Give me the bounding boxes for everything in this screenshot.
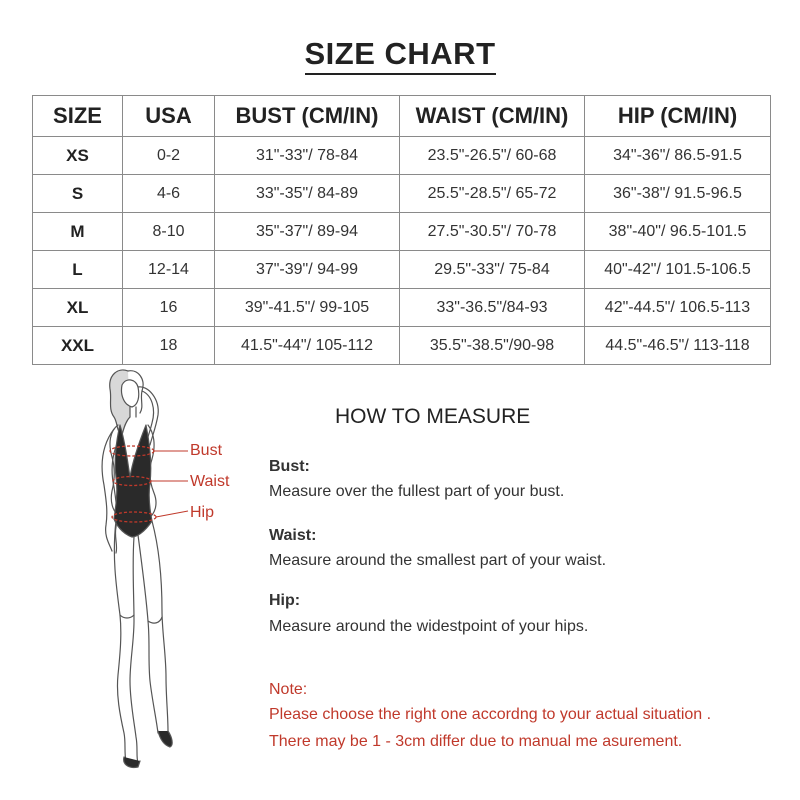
cell-size: M xyxy=(33,213,123,251)
table-row xyxy=(33,213,771,251)
label-hip: Hip xyxy=(190,504,215,521)
cell-size: XS xyxy=(33,137,123,175)
cell-hip: 36"-38"/ 91.5-96.5 xyxy=(585,175,771,213)
bust-instruction: Measure over the fullest part of your bust. xyxy=(269,483,565,500)
size-chart-title xyxy=(0,36,800,72)
header-waist: WAIST (CM/IN) xyxy=(400,96,585,137)
title-text: SIZE CHART xyxy=(305,36,496,75)
table-row xyxy=(33,175,771,213)
header-hip: HIP (CM/IN) xyxy=(585,96,771,137)
cell-hip: 34"-36"/ 86.5-91.5 xyxy=(585,137,771,175)
header-bust: BUST (CM/IN) xyxy=(215,96,400,137)
cell-waist: 27.5"-30.5"/ 70-78 xyxy=(400,213,585,251)
cell-bust: 39"-41.5"/ 99-105 xyxy=(215,289,400,327)
cell-usa: 4-6 xyxy=(123,175,215,213)
cell-size: S xyxy=(33,175,123,213)
table-row xyxy=(33,327,771,365)
label-waist: Waist xyxy=(190,473,230,490)
cell-hip: 44.5"-46.5"/ 113-118 xyxy=(585,327,771,365)
note-line: There may be 1 - 3cm differ due to manual me asurement. xyxy=(269,733,683,750)
cell-bust: 33"-35"/ 84-89 xyxy=(215,175,400,213)
cell-waist: 23.5"-26.5"/ 60-68 xyxy=(400,137,585,175)
cell-size: L xyxy=(33,251,123,289)
cell-bust: 37"-39"/ 94-99 xyxy=(215,251,400,289)
cell-waist: 25.5"-28.5"/ 65-72 xyxy=(400,175,585,213)
hip-instruction: Measure around the widestpoint of your hips. xyxy=(269,618,589,635)
table-row xyxy=(33,251,771,289)
bust-heading: Bust: xyxy=(269,458,310,475)
note-heading: Note: xyxy=(269,681,308,698)
cell-hip: 38"-40"/ 96.5-101.5 xyxy=(585,213,771,251)
cell-usa: 8-10 xyxy=(123,213,215,251)
cell-waist: 35.5"-38.5"/90-98 xyxy=(400,327,585,365)
table-header-row xyxy=(33,96,771,137)
size-table xyxy=(32,95,771,365)
cell-bust: 31"-33"/ 78-84 xyxy=(215,137,400,175)
hip-heading: Hip: xyxy=(269,592,301,609)
label-bust: Bust xyxy=(190,442,223,459)
cell-usa: 16 xyxy=(123,289,215,327)
cell-waist: 29.5"-33"/ 75-84 xyxy=(400,251,585,289)
body-figure-illustration xyxy=(90,365,260,770)
header-usa: USA xyxy=(123,96,215,137)
cell-hip: 40"-42"/ 101.5-106.5 xyxy=(585,251,771,289)
cell-bust: 35"-37"/ 89-94 xyxy=(215,213,400,251)
table-row xyxy=(33,137,771,175)
cell-usa: 0-2 xyxy=(123,137,215,175)
cell-size: XXL xyxy=(33,327,123,365)
cell-usa: 18 xyxy=(123,327,215,365)
cell-bust: 41.5"-44"/ 105-112 xyxy=(215,327,400,365)
waist-heading: Waist: xyxy=(269,527,317,544)
waist-instruction: Measure around the smallest part of your waist. xyxy=(269,552,607,569)
cell-size: XL xyxy=(33,289,123,327)
cell-waist: 33"-36.5"/84-93 xyxy=(400,289,585,327)
cell-usa: 12-14 xyxy=(123,251,215,289)
table-row xyxy=(33,289,771,327)
cell-hip: 42"-44.5"/ 106.5-113 xyxy=(585,289,771,327)
how-to-measure-heading: HOW TO MEASURE xyxy=(335,405,531,428)
header-size: SIZE xyxy=(33,96,123,137)
note-line: Please choose the right one accordng to your actual situation . xyxy=(269,706,712,723)
